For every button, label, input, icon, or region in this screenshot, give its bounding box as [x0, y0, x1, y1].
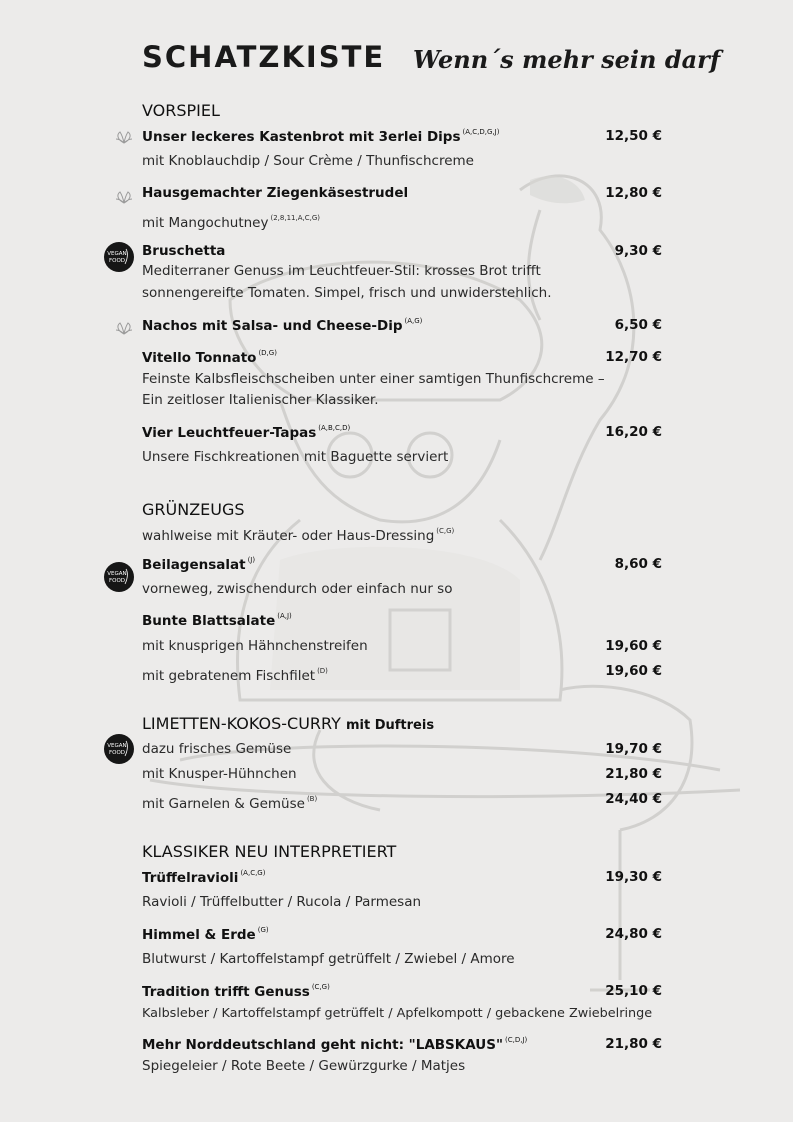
menu-item-description: Mediterraner Genuss im Leuchtfeuer-Stil: krosses Brot trifft	[142, 263, 541, 279]
menu-option-label: mit gebratenem Fischfilet $^{(D)}$	[142, 667, 328, 684]
menu-option-price: 21,80 €	[605, 766, 662, 782]
leaf-icon	[114, 321, 134, 335]
menu-item-name: Unser leckeres Kastenbrot mit 3erlei Dips $^{(A,C,D,G,J)}$	[142, 128, 500, 145]
menu-option-price: 19,60 €	[605, 663, 662, 679]
menu-item-description: Kalbsleber / Kartoffelstampf getrüffelt / Apfelkompott / gebackene Zwiebelringe	[142, 1006, 653, 1021]
menu-option-price: 24,40 €	[605, 791, 662, 807]
menu-item-name: Nachos mit Salsa- und Cheese-Dip $^{(A,G)}$	[142, 317, 423, 334]
menu-item-name: Himmel & Erde $^{(G)}$	[142, 926, 269, 943]
menu-item-description: Feinste Kalbsfleischscheiben unter einer samtigen Thunfischcreme –	[142, 371, 605, 387]
menu-item-description: mit Mangochutney $^{(2,8,11,A,C,G)}$	[142, 214, 320, 231]
vegan-badge-label: FOOD	[108, 750, 126, 756]
menu-item-name: Vier Leuchtfeuer-Tapas $^{(A,B,C,D)}$	[142, 424, 351, 441]
section-intro: wahlweise mit Kräuter- oder Haus-Dressing $^{(C,G)}$	[142, 527, 455, 544]
leaf-icon	[114, 190, 134, 204]
menu-item-price: 8,60 €	[614, 556, 662, 572]
menu-item-description: Ravioli / Trüffelbutter / Rucola / Parmesan	[142, 894, 422, 910]
vegan-food-badge	[104, 734, 134, 764]
menu-item-price: 25,10 €	[605, 983, 662, 999]
menu-item-description: mit Knoblauchdip / Sour Crème / Thunfischcreme	[142, 153, 474, 169]
menu-item-price: 19,30 €	[605, 869, 662, 885]
menu-option-label: mit knusprigen Hähnchenstreifen	[142, 638, 368, 654]
menu-item-description: vorneweg, zwischendurch oder einfach nur so	[142, 581, 453, 597]
menu-item-description: sonnengereifte Tomaten. Simpel, frisch und unwiderstehlich.	[142, 285, 552, 301]
menu-option-price: 19,70 €	[605, 741, 662, 757]
vegan-badge-label: FOOD	[108, 578, 126, 584]
section-heading-gruenzeugs: GRÜNZEUGS	[142, 500, 245, 519]
menu-option-label: dazu frisches Gemüse	[142, 741, 292, 757]
menu-item-price: 9,30 €	[614, 243, 662, 259]
section-heading-klassiker: KLASSIKER NEU INTERPRETIERT	[142, 842, 397, 861]
page-title: SCHATZKISTE	[142, 40, 386, 74]
menu-item-description: Unsere Fischkreationen mit Baguette serviert	[142, 449, 449, 465]
vegan-badge-label: FOOD	[108, 258, 126, 264]
menu-item-description: Blutwurst / Kartoffelstampf getrüffelt / Zwiebel / Amore	[142, 951, 515, 967]
leaf-icon	[114, 130, 134, 144]
menu-item-name: Bruschetta	[142, 243, 226, 259]
menu-item-price: 12,50 €	[605, 128, 662, 144]
menu-item-price: 24,80 €	[605, 926, 662, 942]
page-subtitle: Wenn´s mehr sein darf	[413, 45, 721, 74]
vegan-badge-label: VEGAN	[107, 571, 127, 577]
menu-item-name: Trüffelravioli $^{(A,C,G)}$	[142, 869, 266, 886]
menu-item-name: Beilagensalat $^{(J)}$	[142, 556, 256, 573]
menu-item-name: Bunte Blattsalate $^{(A,J)}$	[142, 612, 292, 629]
vegan-badge-label: VEGAN	[107, 251, 127, 257]
menu-option-price: 19,60 €	[605, 638, 662, 654]
menu-item-price: 12,70 €	[605, 349, 662, 365]
section-heading-vorspiel: VORSPIEL	[142, 101, 220, 120]
vegan-badge-label: VEGAN	[107, 743, 127, 749]
menu-option-label: mit Knusper-Hühnchen	[142, 766, 297, 782]
menu-item-price: 6,50 €	[614, 317, 662, 333]
menu-item-price: 16,20 €	[605, 424, 662, 440]
menu-item-price: 12,80 €	[605, 185, 662, 201]
vegan-food-badge	[104, 242, 134, 272]
menu-item-price: 21,80 €	[605, 1036, 662, 1052]
vegan-food-badge	[104, 562, 134, 592]
menu-option-label: mit Garnelen & Gemüse $^{(B)}$	[142, 795, 318, 812]
menu-item-description: Spiegeleier / Rote Beete / Gewürzgurke / Matjes	[142, 1058, 466, 1074]
section-heading-curry: LIMETTEN-KOKOS-CURRY mit Duftreis	[142, 714, 435, 733]
menu-item-name: Tradition trifft Genuss $^{(C,G)}$	[142, 983, 330, 1000]
menu-item-name: Mehr Norddeutschland geht nicht: "LABSKAUS" $^{(C,D,J)}$	[142, 1036, 528, 1053]
menu-item-name: Vitello Tonnato $^{(D,G)}$	[142, 349, 277, 366]
menu-item-name: Hausgemachter Ziegenkäsestrudel	[142, 185, 409, 201]
menu-item-description: Ein zeitloser Italienischer Klassiker.	[142, 392, 379, 408]
